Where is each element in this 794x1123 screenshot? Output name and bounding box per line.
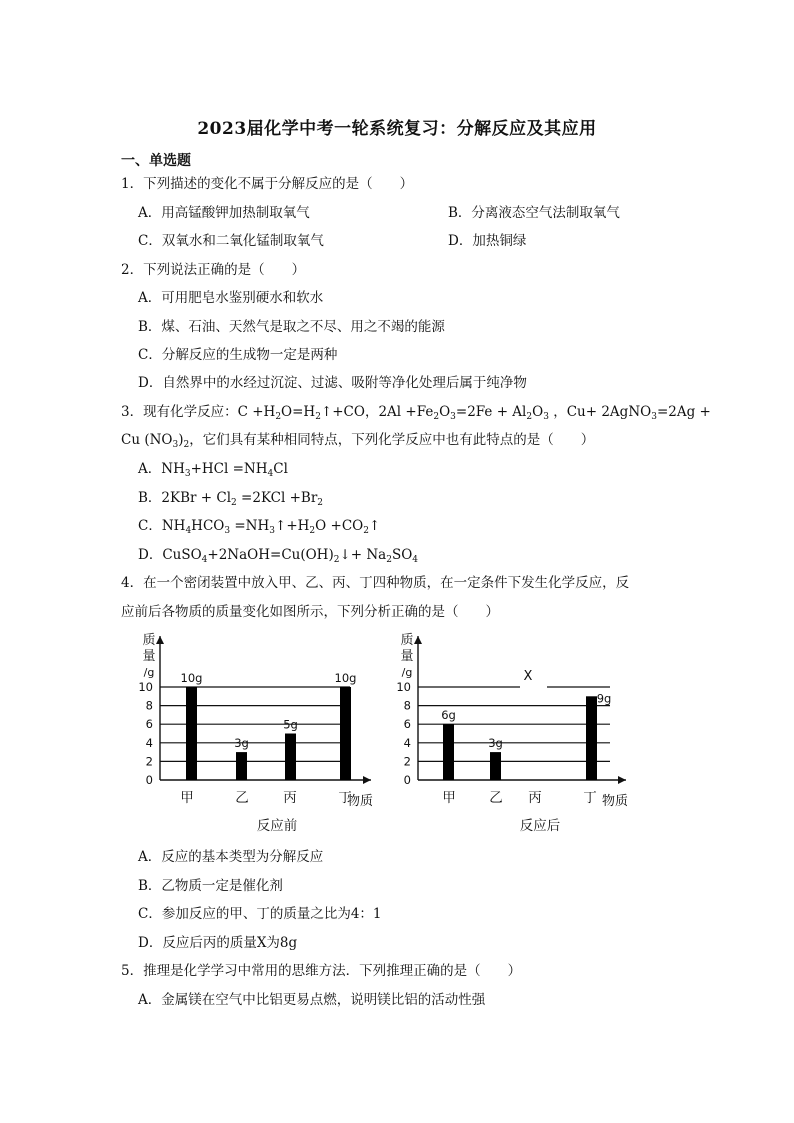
- y-tick-label: 2: [145, 754, 153, 769]
- category-label: 丁: [338, 790, 352, 806]
- question-3-option-d: D．$CuSO_4+2NaOH=Cu(OH)_2↓+ Na_2SO_4$: [138, 547, 419, 565]
- y-tick-label: 4: [403, 735, 411, 750]
- data-label: 9g: [596, 691, 612, 706]
- question-4-stem-line2: 应前后各物质的质量变化如图所示，下列分析正确的是（ ）: [121, 604, 499, 620]
- data-label: 5g: [283, 717, 298, 732]
- x-axis-label: 物质: [601, 794, 629, 809]
- question-5-option-a: A．金属镁在空气中比铝更易点燃，说明镁比铝的活动性强: [138, 992, 486, 1008]
- data-label: 10g: [180, 671, 203, 685]
- x-axis-arrow: [618, 776, 626, 784]
- category-label: 甲: [180, 790, 194, 806]
- question-4-option-c: C．参加反应的甲、丁的质量之比为4：1: [138, 906, 382, 922]
- bar-甲: [186, 687, 197, 780]
- question-1-option-b: B．分离液态空气法制取氧气: [448, 205, 620, 221]
- question-3-suffix: ，它们具有某种相同特点，下列化学反应中也有此特点的是（ ）: [189, 432, 595, 448]
- data-label: 6g: [441, 708, 456, 723]
- bar-丁: [586, 696, 597, 780]
- question-1-stem: 1．下列描述的变化不属于分解反应的是（ ）: [121, 176, 414, 192]
- question-4-stem-line1: 4．在一个密闭装置中放入甲、乙、丙、丁四种物质，在一定条件下发生化学反应，反: [121, 575, 630, 591]
- question-4-option-b: B．乙物质一定是催化剂: [138, 878, 283, 894]
- question-3-option-c: C．$NH_4HCO_3$ $=NH_3↑+H_2O$ $+CO_2↑$: [138, 518, 381, 536]
- question-3-option-a: A．$NH_3+HCl =NH_4Cl$: [138, 461, 288, 479]
- question-2-stem: 2．下列说法正确的是（ ）: [121, 262, 306, 278]
- category-label: 丁: [583, 790, 597, 806]
- question-3-prefix: 3．现有化学反应：: [121, 404, 238, 420]
- question-4-option-a: A．反应的基本类型为分解反应: [138, 849, 324, 865]
- y-tick-label: 6: [145, 717, 153, 732]
- y-tick-label: 10: [138, 680, 153, 694]
- bar-丁: [340, 687, 351, 780]
- chart-after-reaction: [396, 633, 628, 834]
- category-label: 乙: [489, 790, 503, 806]
- bar-乙: [490, 752, 501, 780]
- chart-before-reaction: [138, 633, 373, 834]
- y-axis-label: /g: [143, 666, 155, 679]
- chart-title: 反应前: [256, 818, 298, 834]
- y-tick-label: 0: [403, 773, 411, 787]
- data-label: 3g: [234, 736, 249, 751]
- chart-title: 反应后: [519, 818, 561, 834]
- question-5-stem: 5．推理是化学学习中常用的思维方法．下列推理正确的是（ ）: [121, 963, 522, 979]
- question-2-option-d: D．自然界中的水经过沉淀、过滤、吸附等净化处理后属于纯净物: [138, 375, 527, 391]
- section-heading: 一、单选题: [121, 153, 191, 169]
- bar-甲: [443, 724, 454, 780]
- question-2-option-a: A．可用肥皂水鉴别硬水和软水: [138, 290, 324, 306]
- y-axis-label: 质: [142, 633, 156, 648]
- unknown-mass-label: X: [523, 669, 533, 684]
- y-tick-label: 8: [403, 698, 411, 713]
- category-label: 乙: [235, 790, 249, 806]
- bar-丙: [285, 734, 296, 781]
- y-tick-label: 2: [403, 754, 411, 769]
- question-3-stem-line2: [121, 428, 594, 450]
- question-3-stem-line1: [121, 400, 711, 422]
- y-tick-label: 8: [145, 698, 153, 713]
- page-title: 2023届化学中考一轮系统复习：分解反应及其应用: [197, 119, 597, 139]
- x-axis-label: 物质: [346, 794, 374, 809]
- bar-乙: [236, 752, 247, 780]
- y-tick-label: 10: [396, 680, 411, 694]
- y-tick-label: 6: [403, 717, 411, 732]
- question-3-equations: $C +H_2O=H_2↑+CO$，$2Al +Fe_2O_3=2Fe + Al_2O_3$ ，Cu+ 2AgNO$_3$=2Ag +: [237, 404, 711, 422]
- y-axis-label: /g: [401, 666, 413, 679]
- question-1-option-a: A．用高锰酸钾加热制取氧气: [138, 205, 310, 221]
- y-tick-label: 4: [145, 735, 153, 750]
- y-axis-label: 质: [400, 633, 414, 648]
- category-label: 甲: [442, 790, 456, 806]
- y-axis-arrow: [156, 636, 164, 644]
- question-1-option-d: D．加热铜绿: [448, 233, 527, 249]
- category-label: 丙: [283, 790, 297, 806]
- category-label: 丙: [528, 790, 542, 806]
- question-1-option-c: C．双氧水和二氧化锰制取氧气: [138, 233, 324, 249]
- data-label: 10g: [334, 671, 357, 685]
- question-3-option-b: B．$2KBr + Cl_2 =2KCl +Br_2$: [138, 490, 324, 508]
- y-tick-label: 0: [145, 773, 153, 787]
- question-4-option-d: D．反应后丙的质量X为8g: [138, 935, 298, 951]
- mass-change-charts: [130, 622, 650, 837]
- question-2-option-b: B．煤、石油、天然气是取之不尽、用之不竭的能源: [138, 319, 445, 335]
- question-3-equation-tail: Cu $(NO_3)_2$: [121, 432, 190, 450]
- x-axis-arrow: [363, 776, 371, 784]
- y-axis-label: 量: [142, 649, 156, 664]
- question-2-option-c: C．分解反应的生成物一定是两种: [138, 347, 338, 363]
- y-axis-label: 量: [400, 649, 414, 664]
- data-label: 3g: [488, 736, 503, 751]
- y-axis-arrow: [414, 636, 422, 644]
